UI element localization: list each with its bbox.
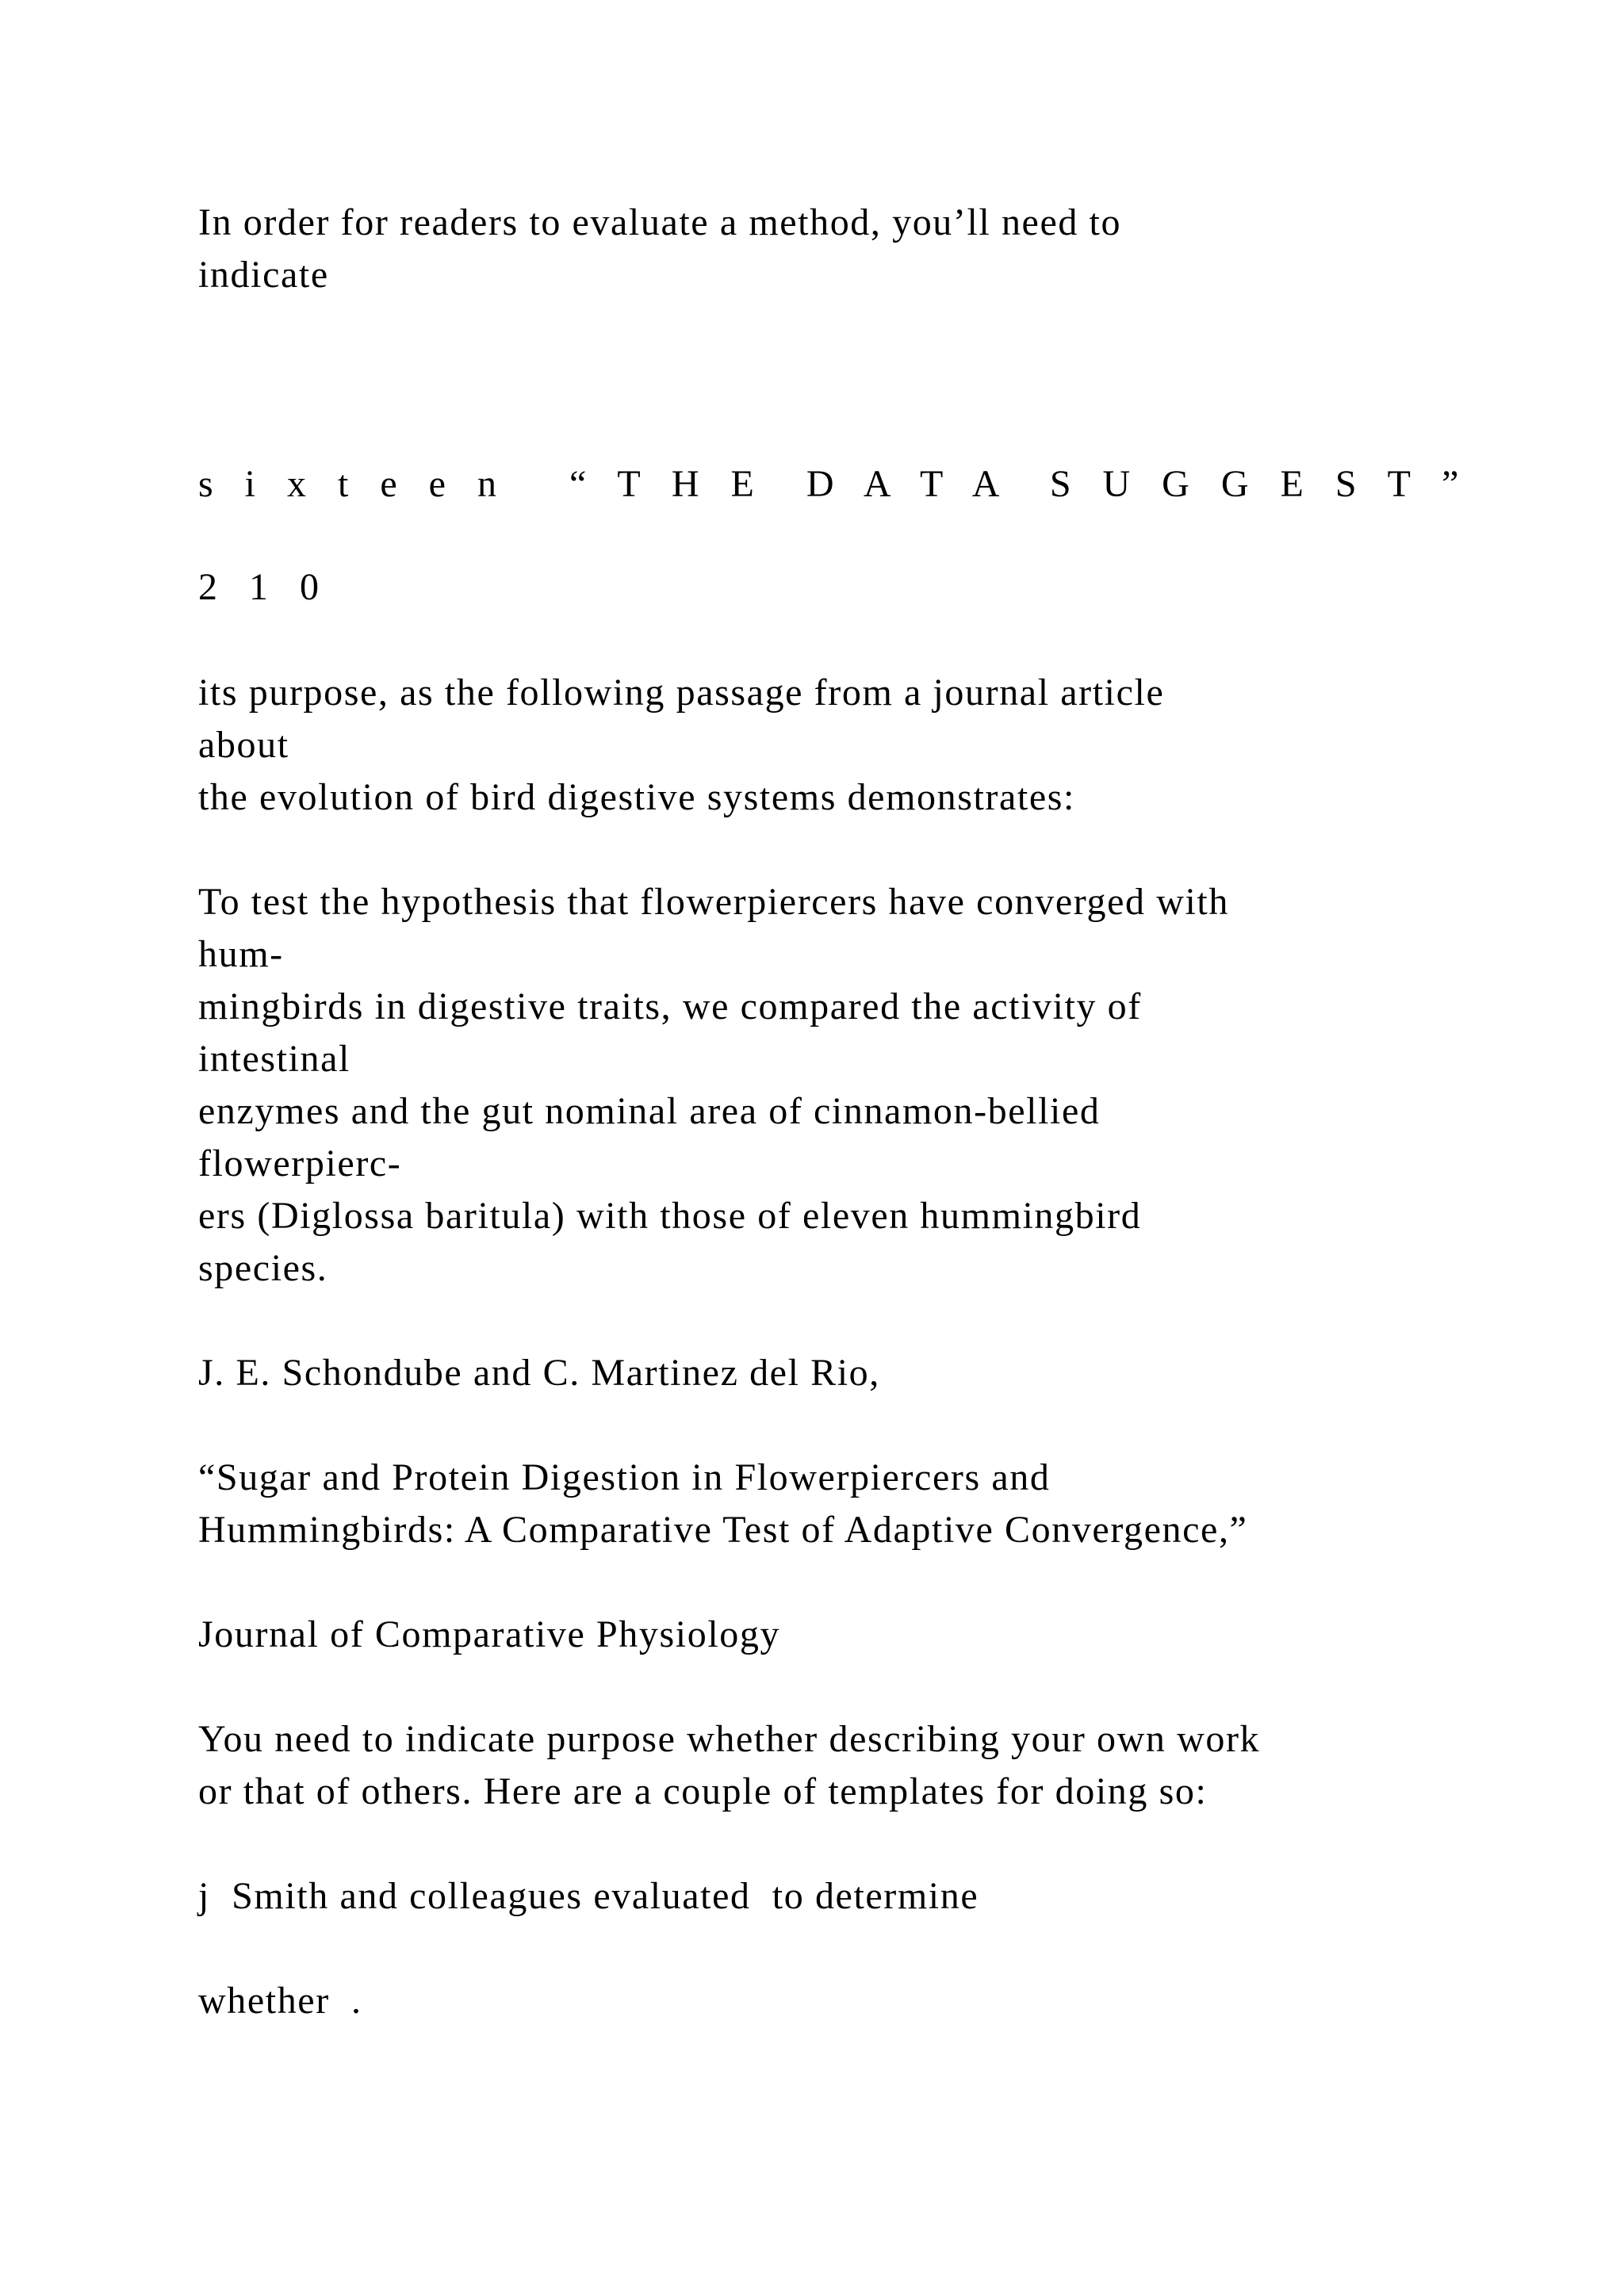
citation-title-line-2: Hummingbirds: A Comparative Test of Adaptive Convergence,” — [198, 1509, 1248, 1551]
running-head: s i x t e e n “ T H E D A T A S U G G E S T ” — [198, 463, 1470, 505]
quote-line-5: enzymes and the gut nominal area of cinnamon-bellied — [198, 1090, 1101, 1132]
quote-line-3: mingbirds in digestive traits, we compared the activity of — [198, 985, 1142, 1027]
citation-title-line-1: “Sugar and Protein Digestion in Flowerpiercers and — [198, 1456, 1051, 1498]
closing-line-1: You need to indicate purpose whether describing your own work — [198, 1718, 1261, 1760]
paragraph-line-1: its purpose, as the following passage from a journal article — [198, 672, 1165, 714]
template-line-2: whether . — [198, 1980, 362, 2022]
closing-line-2: or that of others. Here are a couple of templates for doing so: — [198, 1770, 1208, 1812]
intro-line-2: indicate — [198, 254, 329, 296]
paragraph-line-2: about — [198, 724, 289, 766]
quote-line-1: To test the hypothesis that flowerpiercers have converged with — [198, 881, 1229, 923]
citation-authors: J. E. Schondube and C. Martinez del Rio, — [198, 1352, 880, 1394]
paragraph-line-3: the evolution of bird digestive systems demonstrates: — [198, 776, 1075, 818]
quote-line-4: intestinal — [198, 1038, 350, 1080]
citation-journal: Journal of Comparative Physiology — [198, 1613, 781, 1655]
quote-line-6: flowerpierc- — [198, 1142, 402, 1184]
intro-line-1: In order for readers to evaluate a method, you’ll need to — [198, 201, 1122, 243]
quote-line-8: species. — [198, 1247, 328, 1289]
quote-line-7: ers (Diglossa baritula) with those of eleven hummingbird — [198, 1195, 1142, 1237]
template-line-1: j Smith and colleagues evaluated to determine — [198, 1875, 979, 1917]
quote-line-2: hum- — [198, 933, 284, 975]
page-number: 2 1 0 — [198, 566, 330, 608]
